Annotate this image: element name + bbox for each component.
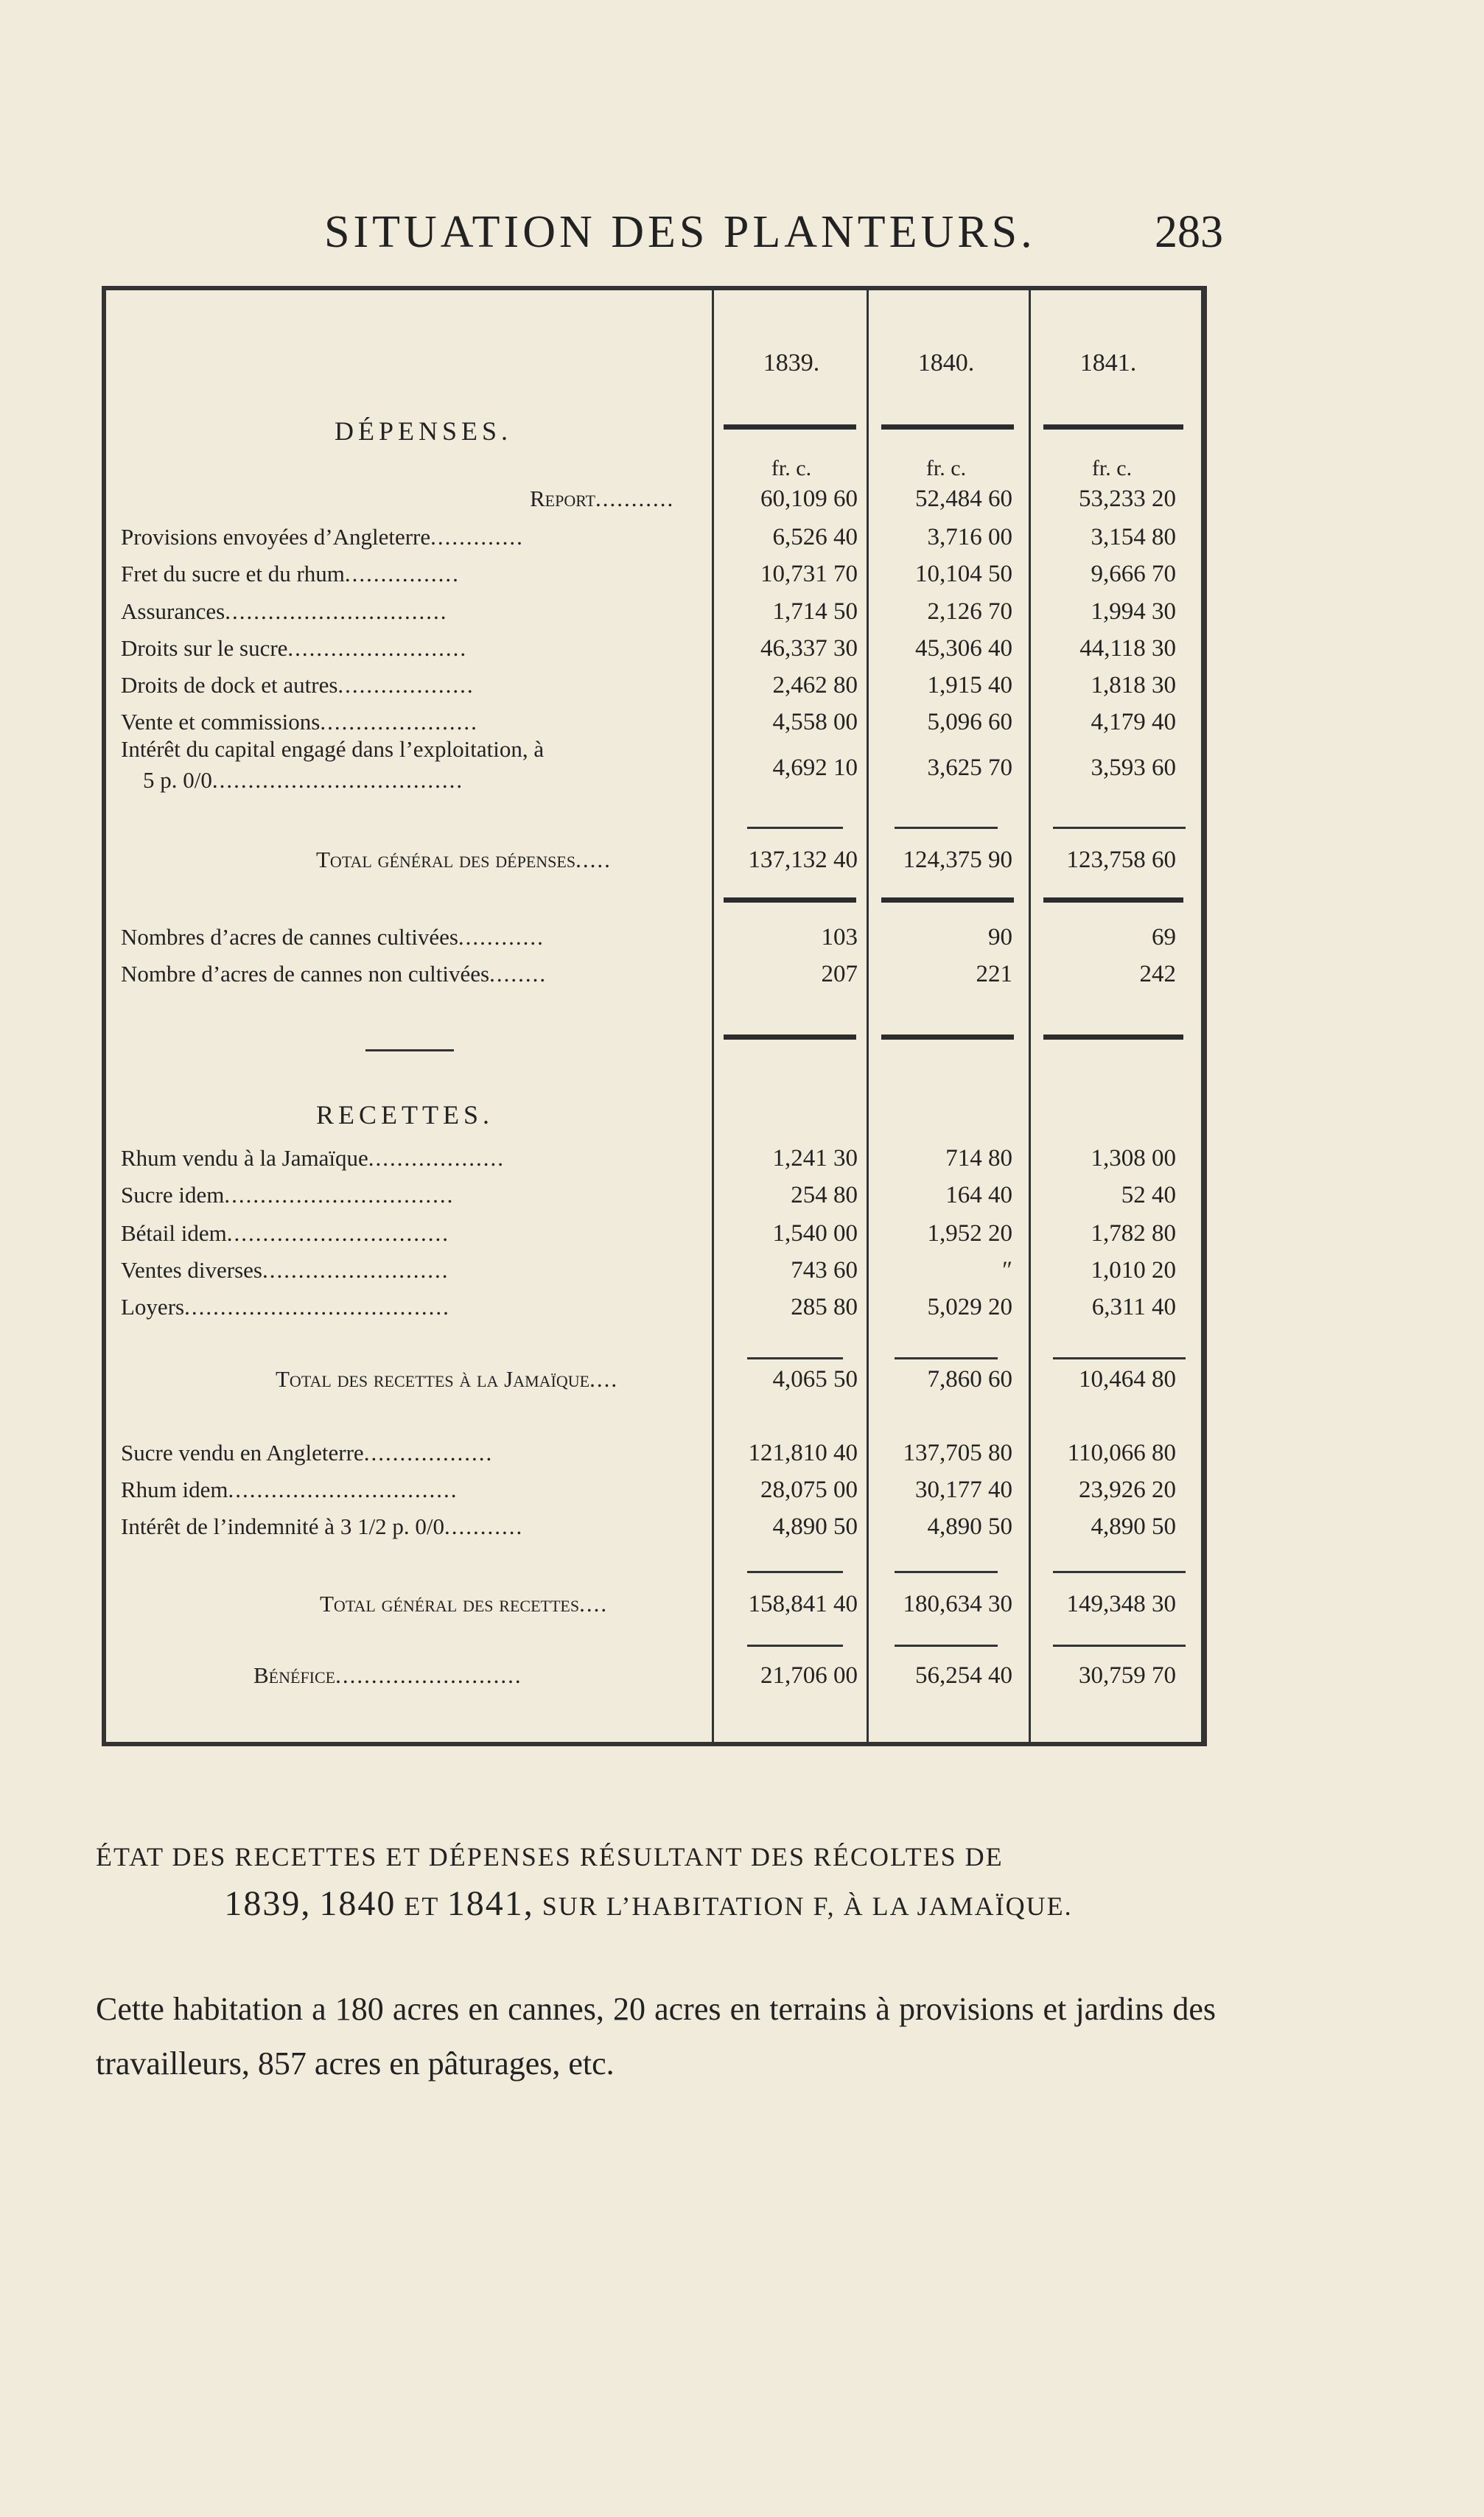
table-caption — [96, 1833, 1201, 1930]
caption-line-1: ÉTAT DES RECETTES ET DÉPENSES RÉSULTANT DES RÉCOLTES DE — [96, 1842, 1004, 1872]
row-value: 4,692 10 — [772, 755, 858, 781]
row-value: 1,308 00 — [1091, 1145, 1176, 1172]
section-rule — [1043, 1035, 1183, 1040]
row-value: 1,714 50 — [772, 598, 858, 625]
row-value: 4,890 50 — [772, 1513, 858, 1540]
row-label: Assurances............................... — [121, 598, 448, 624]
row-value: 1,010 20 — [1091, 1257, 1176, 1284]
row-value: 6,311 40 — [1091, 1294, 1176, 1320]
row-value: 7,860 60 — [927, 1366, 1012, 1393]
subtotal-rule — [895, 1645, 998, 1647]
row-value: 30,759 70 — [1079, 1662, 1176, 1689]
row-label: Droits sur le sucre......................... — [121, 635, 468, 661]
row-value: 3,716 00 — [927, 524, 1012, 550]
caption-line-2: 1839, 1840 ET 1841, SUR L’HABITATION F, À LA JAMAÏQUE. — [224, 1884, 1073, 1923]
row-value: 90 — [988, 924, 1012, 951]
row-value: 3,154 80 — [1091, 524, 1176, 550]
subtotal-rule — [1053, 1645, 1186, 1647]
row-value: 4,890 50 — [927, 1513, 1012, 1540]
row-label: Provisions envoyées d’Angleterre............. — [121, 524, 524, 550]
row-label: Intérêt du capital engagé dans l’exploitation, à 5 p. 0/0................................... — [121, 736, 545, 793]
row-value: 4,890 50 — [1091, 1513, 1176, 1540]
row-value: 10,104 50 — [915, 561, 1012, 587]
subtotal-rule — [895, 1571, 998, 1573]
row-label: Droits de dock et autres................... — [121, 672, 475, 698]
row-label: Bétail idem............................... — [121, 1220, 450, 1246]
row-value: 242 — [1139, 961, 1176, 987]
row-value: 44,118 30 — [1079, 635, 1176, 662]
row-value: 149,348 30 — [1066, 1591, 1176, 1617]
column-divider — [712, 290, 714, 1742]
subtotal-rule — [895, 1357, 998, 1359]
row-label: Bénéfice.......................... — [253, 1662, 522, 1688]
row-value: 60,109 60 — [760, 486, 858, 512]
subtotal-rule — [1053, 827, 1186, 829]
row-value: 714 80 — [945, 1145, 1012, 1172]
row-value: 180,634 30 — [903, 1591, 1012, 1617]
row-value: 1,994 30 — [1091, 598, 1176, 625]
row-value: 1,540 00 — [772, 1220, 858, 1247]
header-rule — [724, 424, 856, 430]
body-paragraph: Cette habitation a 180 acres en cannes, 20 acres en terrains à provisions et jardins des travailleurs, 857 acres en pâturages, etc. — [96, 1991, 1216, 2082]
row-value: 254 80 — [791, 1182, 858, 1208]
row-label: Nombres d’acres de cannes cultivées............ — [121, 924, 545, 950]
section-rule — [1043, 897, 1183, 903]
row-label: Fret du sucre et du rhum................ — [121, 561, 460, 587]
column-divider — [867, 290, 869, 1742]
row-value: 1,915 40 — [927, 672, 1012, 699]
row-label: Sucre vendu en Angleterre.................. — [121, 1440, 494, 1466]
row-value: 28,075 00 — [760, 1477, 858, 1503]
year-header-1840: 1840. — [917, 349, 975, 377]
row-value: 30,177 40 — [915, 1477, 1012, 1503]
row-value: 4,065 50 — [772, 1366, 858, 1393]
accounts-table — [102, 286, 1207, 1746]
depenses-title: DÉPENSES. — [335, 416, 513, 446]
page-number: 283 — [1155, 207, 1223, 257]
row-value: 6,526 40 — [772, 524, 858, 550]
unit-label: fr. c. — [925, 456, 967, 480]
subtotal-rule — [747, 1571, 843, 1573]
row-value: 164 40 — [945, 1182, 1012, 1208]
row-label: Total général des recettes.... — [320, 1591, 609, 1617]
unit-label: fr. c. — [1091, 456, 1133, 480]
row-label: Intérêt de l’indemnité à 3 1/2 p. 0/0........... — [121, 1513, 524, 1539]
row-value: 3,625 70 — [927, 755, 1012, 781]
row-label: Loyers..................................... — [121, 1294, 450, 1320]
section-rule — [724, 1035, 856, 1040]
row-value: 158,841 40 — [748, 1591, 858, 1617]
row-label: Ventes diverses.......................... — [121, 1257, 449, 1283]
row-value: 5,096 60 — [927, 709, 1012, 735]
subtotal-rule — [747, 1645, 843, 1647]
row-label: Total général des dépenses..... — [316, 847, 612, 872]
running-header — [324, 206, 1223, 273]
header-rule — [881, 424, 1014, 430]
row-value: 10,464 80 — [1079, 1366, 1176, 1393]
row-value: 103 — [821, 924, 858, 951]
unit-label: fr. c. — [771, 456, 812, 480]
section-rule — [881, 1035, 1014, 1040]
row-label: Report........... — [530, 486, 675, 511]
row-value: 121,810 40 — [748, 1440, 858, 1466]
row-value: 124,375 90 — [903, 847, 1012, 873]
row-value: 137,705 80 — [903, 1440, 1012, 1466]
row-value: 9,666 70 — [1091, 561, 1176, 587]
row-value: 1,818 30 — [1091, 672, 1176, 699]
row-value: 1,782 80 — [1091, 1220, 1176, 1247]
row-label: Rhum vendu à la Jamaïque................... — [121, 1145, 505, 1171]
separator-rule — [365, 1049, 454, 1051]
row-value: 110,066 80 — [1067, 1440, 1176, 1466]
row-value: 285 80 — [791, 1294, 858, 1320]
row-label: Rhum idem................................ — [121, 1477, 458, 1502]
row-value: 207 — [821, 961, 858, 987]
row-value: 221 — [976, 961, 1012, 987]
row-value: 52 40 — [1121, 1182, 1176, 1208]
subtotal-rule — [747, 827, 843, 829]
row-value: 52,484 60 — [915, 486, 1012, 512]
row-value: 53,233 20 — [1079, 486, 1176, 512]
row-label: Total des recettes à la Jamaïque.... — [276, 1366, 619, 1392]
row-value: 743 60 — [791, 1257, 858, 1284]
row-value: 1,952 20 — [927, 1220, 1012, 1247]
row-value: 123,758 60 — [1066, 847, 1176, 873]
subtotal-rule — [895, 827, 998, 829]
row-value: 45,306 40 — [915, 635, 1012, 662]
row-value: 2,462 80 — [772, 672, 858, 699]
row-value: 10,731 70 — [760, 561, 858, 587]
subtotal-rule — [1053, 1571, 1186, 1573]
row-label: Nombre d’acres de cannes non cultivées........ — [121, 961, 547, 987]
row-label: Sucre idem................................ — [121, 1182, 455, 1208]
subtotal-rule — [1053, 1357, 1186, 1359]
row-value: 46,337 30 — [760, 635, 858, 662]
year-header-1839: 1839. — [763, 349, 820, 377]
column-divider — [1029, 290, 1031, 1742]
row-value: 69 — [1152, 924, 1176, 951]
subtotal-rule — [747, 1357, 843, 1359]
row-value: 1,241 30 — [772, 1145, 858, 1172]
year-header-1841: 1841. — [1079, 349, 1137, 377]
header-rule — [1043, 424, 1183, 430]
row-value: 4,179 40 — [1091, 709, 1176, 735]
row-value: 23,926 20 — [1079, 1477, 1176, 1503]
section-rule — [881, 897, 1014, 903]
running-title: SITUATION DES PLANTEURS. — [324, 207, 1036, 257]
row-value: 4,558 00 — [772, 709, 858, 735]
row-value: 5,029 20 — [927, 1294, 1012, 1320]
row-value: 21,706 00 — [760, 1662, 858, 1689]
row-value: 3,593 60 — [1091, 755, 1176, 781]
recettes-title: RECETTES. — [316, 1100, 494, 1130]
row-label: Vente et commissions...................... — [121, 709, 478, 735]
section-rule — [724, 897, 856, 903]
row-value: 56,254 40 — [915, 1662, 1012, 1689]
row-value: ″ — [1002, 1257, 1012, 1284]
row-value: 2,126 70 — [927, 598, 1012, 625]
row-value: 137,132 40 — [748, 847, 858, 873]
